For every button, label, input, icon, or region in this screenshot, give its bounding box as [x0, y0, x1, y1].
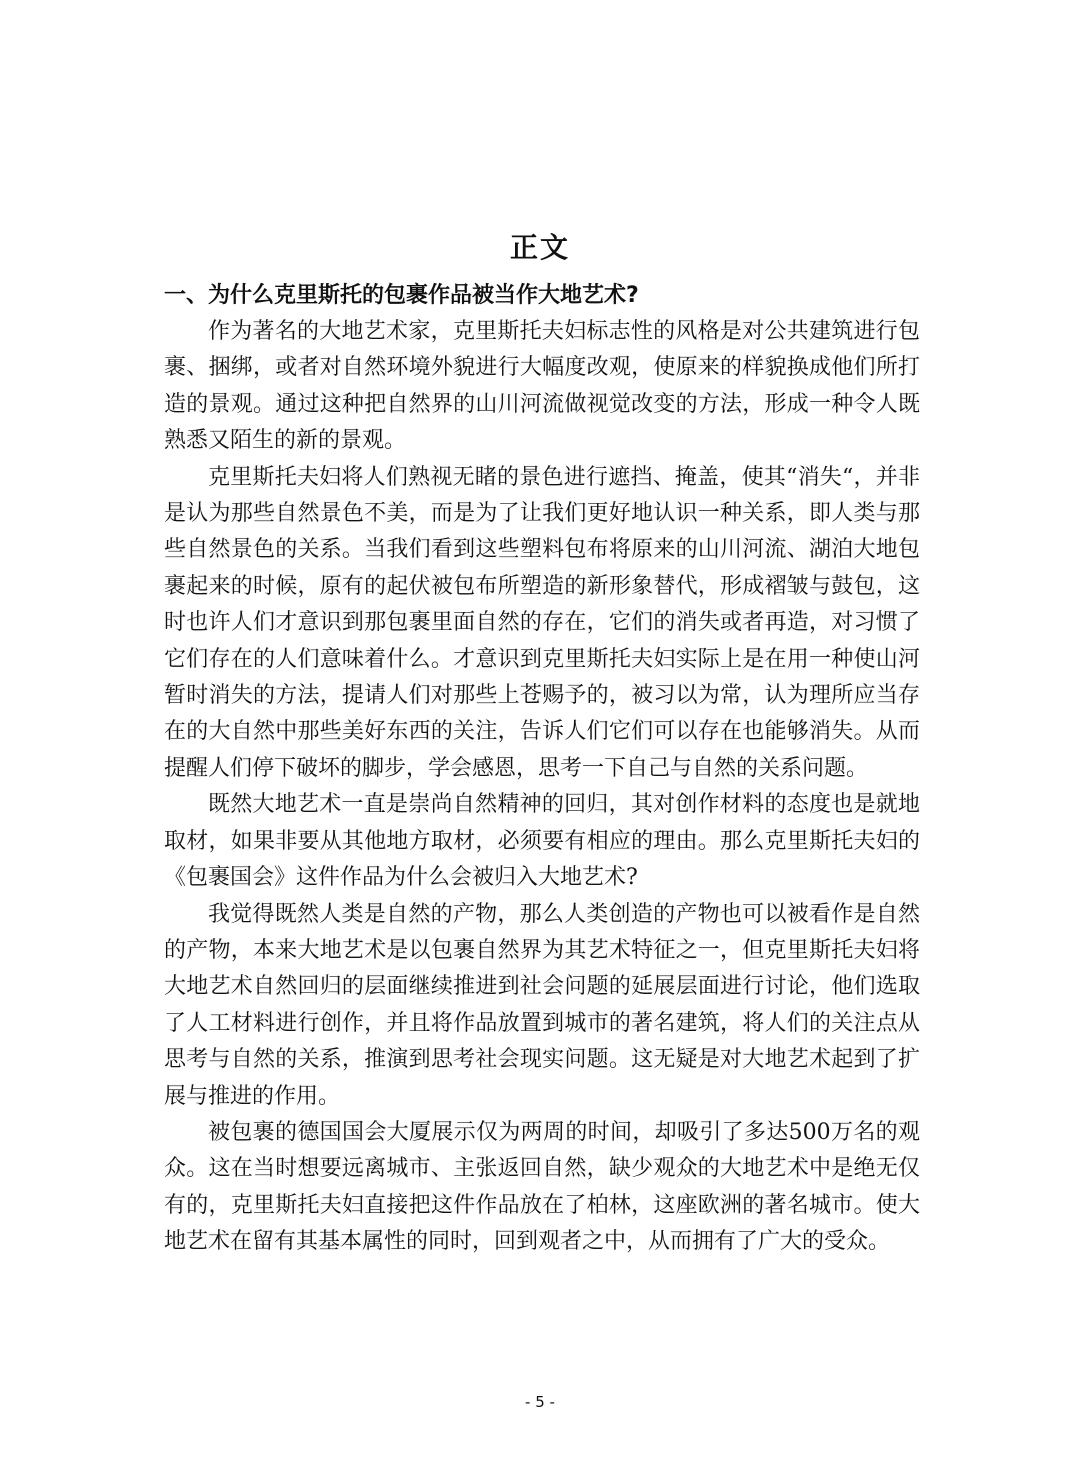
body-text [164, 314, 920, 1261]
paragraph-5: 被包裹的德国国会大厦展示仅为两周的时间，却吸引了多达500万名的观众。这在当时想要远离城市、主张返回自然，缺少观众的大地艺术中是绝无仅有的，克里斯托夫妇直接把这件作品放在了柏林，这座欧洲的著名城市。使大地艺术在留有其基本属性的同时，回到观者之中，从而拥有了广大的受众。 [164, 1119, 920, 1255]
paragraph-3: 既然大地艺术一直是崇尚自然精神的回归，其对创作材料的态度也是就地取材，如果非要从其他地方取材，必须要有相应的理由。那么克里斯托夫妇的《包裹国会》这件作品为什么会被归入大地艺术? [164, 792, 920, 891]
page-number: - 5 - [525, 1393, 555, 1411]
paragraph-1: 作为著名的大地艺术家，克里斯托夫妇标志性的风格是对公共建筑进行包裹、捆绑，或者对自然环境外貌进行大幅度改观，使原来的样貌换成他们所打造的景观。通过这种把自然界的山川河流做视觉改变的方法，形成一种令人既熟悉又陌生的新的景观。 [164, 319, 920, 454]
section-heading: 一、为什么克里斯托的包裹作品被当作大地艺术? [164, 283, 639, 308]
paragraph-2: 克里斯托夫妇将人们熟视无睹的景色进行遮挡、掩盖，使其“消失“，并非是认为那些自然景色不美，而是为了让我们更好地认识一种关系，即人类与那些自然景色的关系。当我们看到这些塑料包布将原来的山川河流、湖泊大地包裹起来的时候，原有的起伏被包布所塑造的新形象替代，形成褶皱与鼓包，这时也许人们才意识到那包裹里面自然的存在，它们的消失或者再造，对习惯了它们存在的人们意味着什么。才意识到克里斯托夫妇实际上是在用一种使山河暂时消失的方法，提请人们对那些上苍赐予的，被习以为常，认为理所应当存在的大自然中那些美好东西的关注，告诉人们它们可以存在也能够消失。从而提醒人们停下破坏的脚步，学会感恩，思考一下自己与自然的关系问题。 [164, 464, 920, 781]
paragraph-4: 我觉得既然人类是自然的产物，那么人类创造的产物也可以被看作是自然的产物，本来大地艺术是以包裹自然界为其艺术特征之一，但克里斯托夫妇将大地艺术自然回归的层面继续推进到社会问题的延展层面进行讨论，他们选取了人工材料进行创作，并且将作品放置到城市的著名建筑，将人们的关注点从思考与自然的关系，推演到思考社会现实问题。这无疑是对大地艺术起到了扩展与推进的作用。 [164, 901, 920, 1109]
page-title: 正文 [509, 231, 570, 264]
